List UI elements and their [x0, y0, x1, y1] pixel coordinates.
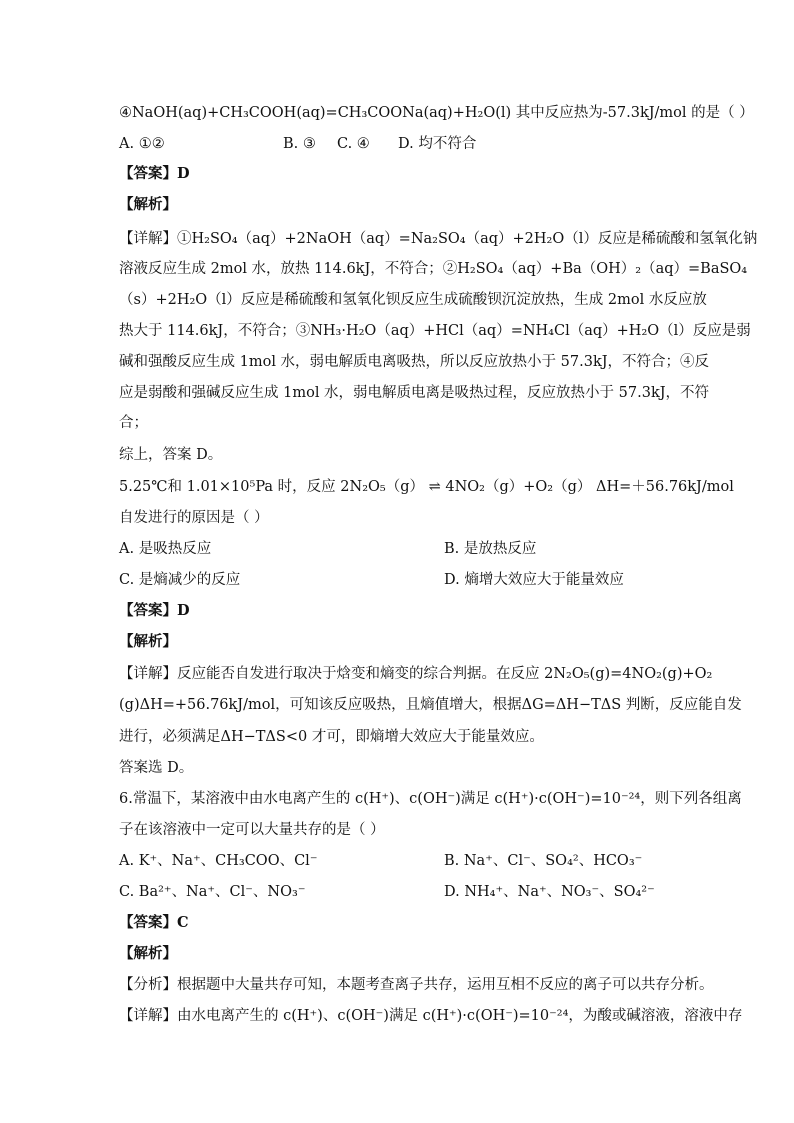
q5-stem-line2: 自发进行的原因是（ ）	[119, 510, 269, 526]
q4-detail-line: 碱和强酸反应生成 1mol 水，弱电解质电离吸热，所以反应放热小于 57.3kJ，不符合；④反	[119, 354, 710, 370]
q6-stem-line2: 子在该溶液中一定可以大量共存的是（ ）	[119, 822, 385, 838]
q6-option-a: A. K⁺、Na⁺、CH₃COO、Cl⁻	[119, 853, 318, 869]
q6-option-c: C. Ba²⁺、Na⁺、Cl⁻、NO₃⁻	[119, 884, 306, 900]
q4-answer: 【答案】D	[119, 165, 190, 182]
q4-stem: ④NaOH(aq)+CH₃COOH(aq)=CH₃COONa(aq)+H₂O(l) 其中反应热为-57.3kJ/mol 的是（ ）	[119, 105, 754, 121]
q5-option-b: B. 是放热反应	[444, 541, 537, 557]
q6-answer: 【答案】C	[119, 914, 189, 931]
q5-answer: 【答案】D	[119, 602, 190, 619]
q5-stem-line1: 5.25℃和 1.01×10⁵Pa 时，反应 2N₂O₅（g） ⇌ 4NO₂（g）+O₂（g） ΔH=＋56.76kJ/mol	[119, 479, 734, 495]
q5-option-a: A. 是吸热反应	[119, 541, 212, 557]
q6-option-b: B. Na⁺、Cl⁻、SO₄²、HCO₃⁻	[444, 853, 643, 869]
q5-detail-line: 进行，必须满足ΔH−TΔS<0 才可，即熵增大效应大于能量效应。	[119, 729, 544, 745]
q4-detail-line: 【详解】①H₂SO₄（aq）+2NaOH（aq）=Na₂SO₄（aq）+2H₂O（l）反应是稀硫酸和氢氧化钠	[119, 231, 758, 247]
q6-detail: 【详解】由水电离产生的 c(H⁺)、c(OH⁻)满足 c(H⁺)·c(OH⁻)=10⁻²⁴，为酸或碱溶液，溶液中存	[119, 1008, 743, 1024]
q6-stem-line1: 6.常温下，某溶液中由水电离产生的 c(H⁺)、c(OH⁻)满足 c(H⁺)·c(OH⁻)=10⁻²⁴，则下列各组离	[119, 791, 742, 807]
q4-detail-line: （s）+2H₂O（l）反应是稀硫酸和氢氧化钡反应生成硫酸钡沉淀放热，生成 2mol 水反应放	[119, 292, 707, 308]
q5-detail-line: 【详解】反应能否自发进行取决于焓变和熵变的综合判据。在反应 2N₂O₅(g)=4NO₂(g)+O₂	[119, 666, 713, 682]
q6-option-d: D. NH₄⁺、Na⁺、NO₃⁻、SO₄²⁻	[444, 884, 655, 900]
q4-option-c: C. ④	[337, 136, 370, 152]
q4-detail-line: 溶液反应生成 2mol 水，放热 114.6kJ，不符合；②H₂SO₄（aq）+Ba（OH）₂（aq）=BaSO₄	[119, 261, 748, 277]
q5-detail-line: (g)ΔH=+56.76kJ/mol，可知该反应吸热，且熵值增大，根据ΔG=ΔH−TΔS 判断，反应能自发	[119, 697, 742, 713]
q6-analysis-heading: 【解析】	[119, 945, 177, 962]
q4-option-d: D. 均不符合	[398, 136, 477, 152]
q5-analysis-heading: 【解析】	[119, 633, 177, 650]
q5-conclusion: 答案选 D。	[119, 760, 194, 776]
q4-detail-line: 应是弱酸和强碱反应生成 1mol 水，弱电解质电离是吸热过程，反应放热小于 57.3kJ，不符	[119, 385, 710, 401]
q6-fenxi: 【分析】根据题中大量共存可知，本题考查离子共存，运用互相不反应的离子可以共存分析。	[119, 977, 714, 993]
q5-option-d: D. 熵增大效应大于能量效应	[444, 572, 624, 588]
q4-detail-line: 热大于 114.6kJ，不符合；③NH₃·H₂O（aq）+HCl（aq）=NH₄Cl（aq）+H₂O（l）反应是弱	[119, 323, 751, 339]
q5-option-c: C. 是熵减少的反应	[119, 572, 241, 588]
q4-option-a: A. ①②	[119, 136, 165, 152]
q4-option-b: B. ③	[283, 136, 316, 152]
q4-analysis-heading: 【解析】	[119, 196, 177, 213]
q4-conclusion: 综上，答案 D。	[119, 447, 223, 463]
q4-detail-line: 合；	[119, 415, 148, 431]
